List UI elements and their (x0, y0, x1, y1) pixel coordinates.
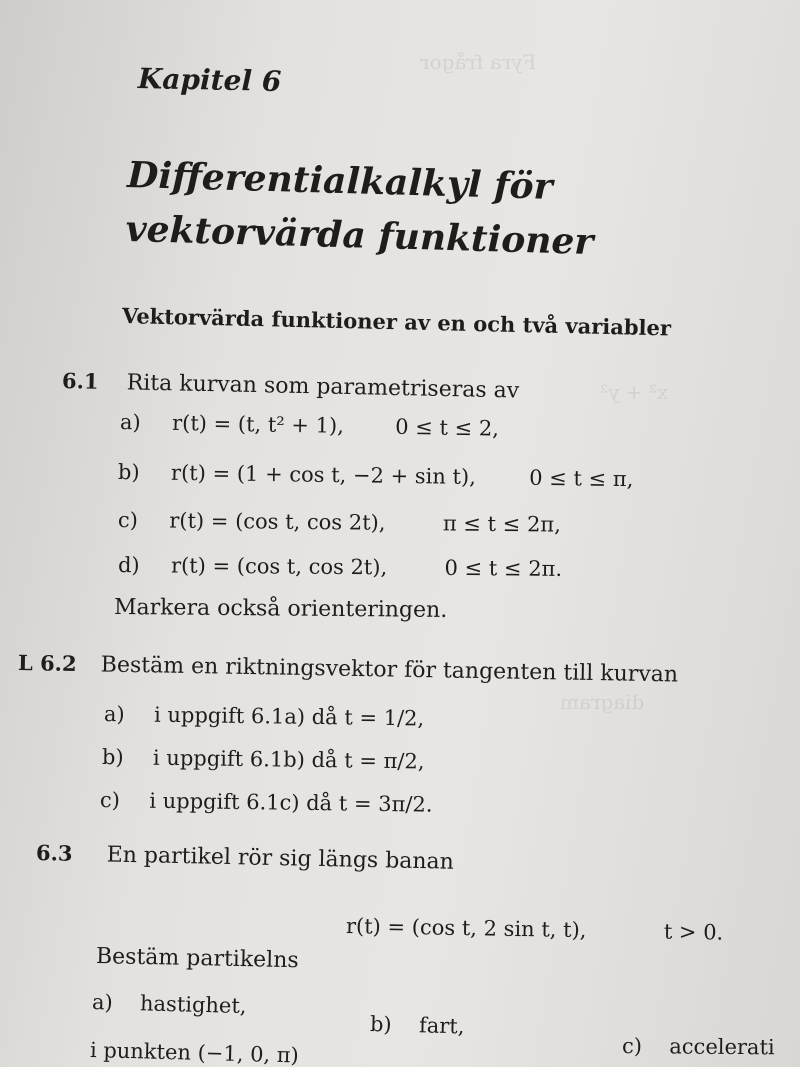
problem-6-3-item-c (622, 1034, 775, 1059)
problem-prompt: En partikel rör sig längs banan (106, 842, 455, 875)
problem-6-3-item-a (92, 990, 247, 1018)
item-text: i uppgift 6.1b) då t = π/2, (152, 745, 425, 774)
problem-6-1-item-c (118, 508, 561, 537)
bleed-through-text: Fyra frågor (420, 50, 537, 74)
problem-6-2-item-b (102, 745, 425, 774)
bleed-through-text: diagram (560, 690, 645, 714)
problem-6-2-item-a (104, 702, 425, 730)
equation: r(t) = (cos t, 2 sin t, t), (345, 914, 587, 943)
problem-6-1-note: Markera också orienteringen. (113, 595, 448, 623)
item-expression: r(t) = (cos t, cos 2t), (169, 508, 386, 535)
item-range: 0 ≤ t ≤ 2, (395, 414, 500, 441)
problem-6-2-header (18, 650, 678, 688)
item-text: i uppgift 6.1c) då t = 3π/2. (149, 788, 433, 817)
problem-prompt: Rita kurvan som parametriseras av (126, 370, 520, 404)
item-label: b) (117, 460, 140, 485)
section-title: Vektorvärda funktioner av en och två variabler (121, 303, 672, 341)
item-text: accelerati (669, 1034, 775, 1060)
item-label: a) (91, 990, 114, 1015)
problem-6-3-ask: Bestäm partikelns (95, 944, 299, 974)
item-label: b) (101, 745, 124, 770)
item-label: d) (117, 553, 140, 578)
item-label: a) (103, 702, 125, 727)
problem-number: 6.1 (61, 368, 99, 394)
problem-number: 6.3 (35, 840, 73, 866)
item-label: b) (369, 1012, 392, 1037)
item-expression: r(t) = (t, t² + 1), (171, 410, 345, 438)
item-text: hastighet, (139, 991, 247, 1019)
item-label: c) (117, 508, 139, 533)
item-label: a) (119, 410, 141, 435)
chapter-label: Kapitel 6 (137, 62, 282, 98)
item-expression: r(t) = (1 + cos t, −2 + sin t), (170, 460, 477, 489)
equation-condition: t > 0. (663, 919, 724, 945)
problem-6-1-item-b (118, 460, 634, 491)
chapter-title: Differentialkalkyl för vektorvärda funktioner (125, 153, 594, 264)
problem-6-3-point: i punkten (−1, 0, π) (89, 1038, 300, 1067)
item-text: i uppgift 6.1a) då t = 1/2, (153, 702, 425, 731)
bleed-through-text: x² + y² (600, 380, 669, 404)
item-text: fart, (418, 1013, 465, 1039)
problem-6-3-equation (346, 914, 724, 945)
problem-6-1-item-a (120, 410, 499, 441)
item-label: c) (621, 1034, 643, 1059)
problem-6-3-item-b (370, 1012, 465, 1038)
item-expression: r(t) = (cos t, cos 2t), (170, 553, 388, 580)
item-range: 0 ≤ t ≤ 2π. (444, 555, 563, 581)
item-range: 0 ≤ t ≤ π, (529, 465, 634, 492)
item-range: π ≤ t ≤ 2π, (442, 511, 561, 537)
problem-number: L 6.2 (17, 650, 77, 677)
item-label: c) (99, 788, 121, 813)
problem-prompt: Bestäm en riktningsvektor för tangenten till kurvan (100, 652, 679, 688)
problem-6-1-item-d (118, 553, 562, 581)
problem-6-3-header (36, 840, 454, 875)
problem-6-2-item-c (100, 788, 433, 817)
problem-6-1-header (62, 368, 520, 404)
